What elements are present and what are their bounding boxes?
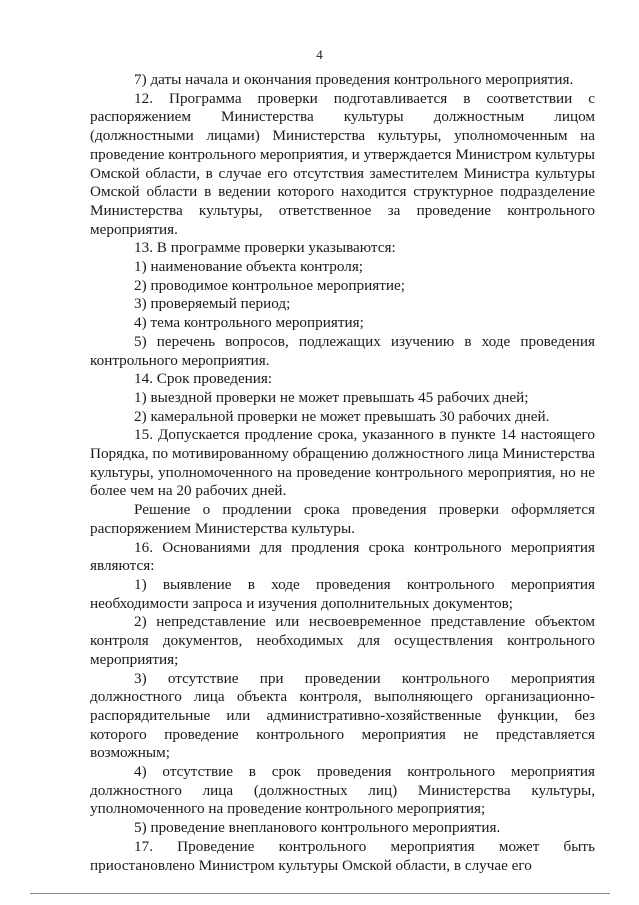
paragraph-section-15: 15. Допускается продление срока, указанного в пункте 14 настоящего Порядка, по мотивированному обращению должностного лица Министерства культуры, уполномоченного на проведение контрольного мероприятия, но не более чем на 20 рабочих дней. [90, 426, 595, 500]
list-item: 2) непредставление или несвоевременное представление объектом контроля документов, необходимых для осуществления контрольного мероприятия; [90, 613, 595, 668]
list-item: 3) проверяемый период; [134, 295, 291, 313]
paragraph-section-16: 16. Основаниями для продления срока контрольного мероприятия являются: [90, 538, 595, 575]
list-item: 4) тема контрольного мероприятия; [134, 314, 364, 332]
list-item: 3) отсутствие при проведении контрольного мероприятия должностного лица объекта контроля, выполняющего организационно-распорядительные или административно-хозяйственные функции, без которого проведение контрольного мероприятия не представляется возможным; [90, 669, 595, 762]
paragraph-section-17: 17. Проведение контрольного мероприятия может быть приостановлено Министром культуры Омской области, в случае его [90, 837, 595, 874]
page-bottom-rule [30, 893, 610, 894]
document-body [90, 71, 595, 875]
list-item: 1) наименование объекта контроля; [134, 258, 364, 276]
paragraph-decision: Решение о продлении срока проведения проверки оформляется распоряжением Министерства культуры. [90, 501, 595, 537]
page-number: 4 [316, 47, 323, 62]
list-item: 4) отсутствие в срок проведения контрольного мероприятия должностного лица (должностных лиц) Министерства культуры, уполномоченного на проведение контрольного мероприятия; [90, 763, 595, 818]
paragraph-section-12: 12. Программа проверки подготавливается в соответствии с распоряжением Министерства культуры должностным лицом (должностными лицами) Министерства культуры, уполномоченным на проведение контрольного мероприятия, и утверждается Министром культуры Омской области, в случае его отсутствия заместителем Министра культуры Омской области в ведении которого находится структурное подразделение Министерства культуры, ответственное за проведение контрольного мероприятия. [90, 89, 595, 238]
list-item: 1) выявление в ходе проведения контрольного мероприятия необходимости запроса и изучения дополнительных документов; [90, 575, 595, 612]
paragraph-section-14: 14. Срок проведения: [134, 370, 273, 388]
list-item: 2) проводимое контрольное мероприятие; [134, 276, 405, 294]
list-item: 1) выездной проверки не может превышать 45 рабочих дней; [134, 388, 529, 406]
paragraph-section-13: 13. В программе проверки указываются: [134, 239, 396, 257]
paragraph-item-7: 7) даты начала и окончания проведения контрольного мероприятия. [134, 71, 574, 88]
list-item: 5) перечень вопросов, подлежащих изучению в ходе проведения контрольного мероприятия. [90, 332, 595, 369]
list-item: 5) проведение внепланового контрольного мероприятия. [134, 819, 501, 837]
list-item: 2) камеральной проверки не может превышать 30 рабочих дней. [134, 407, 550, 425]
